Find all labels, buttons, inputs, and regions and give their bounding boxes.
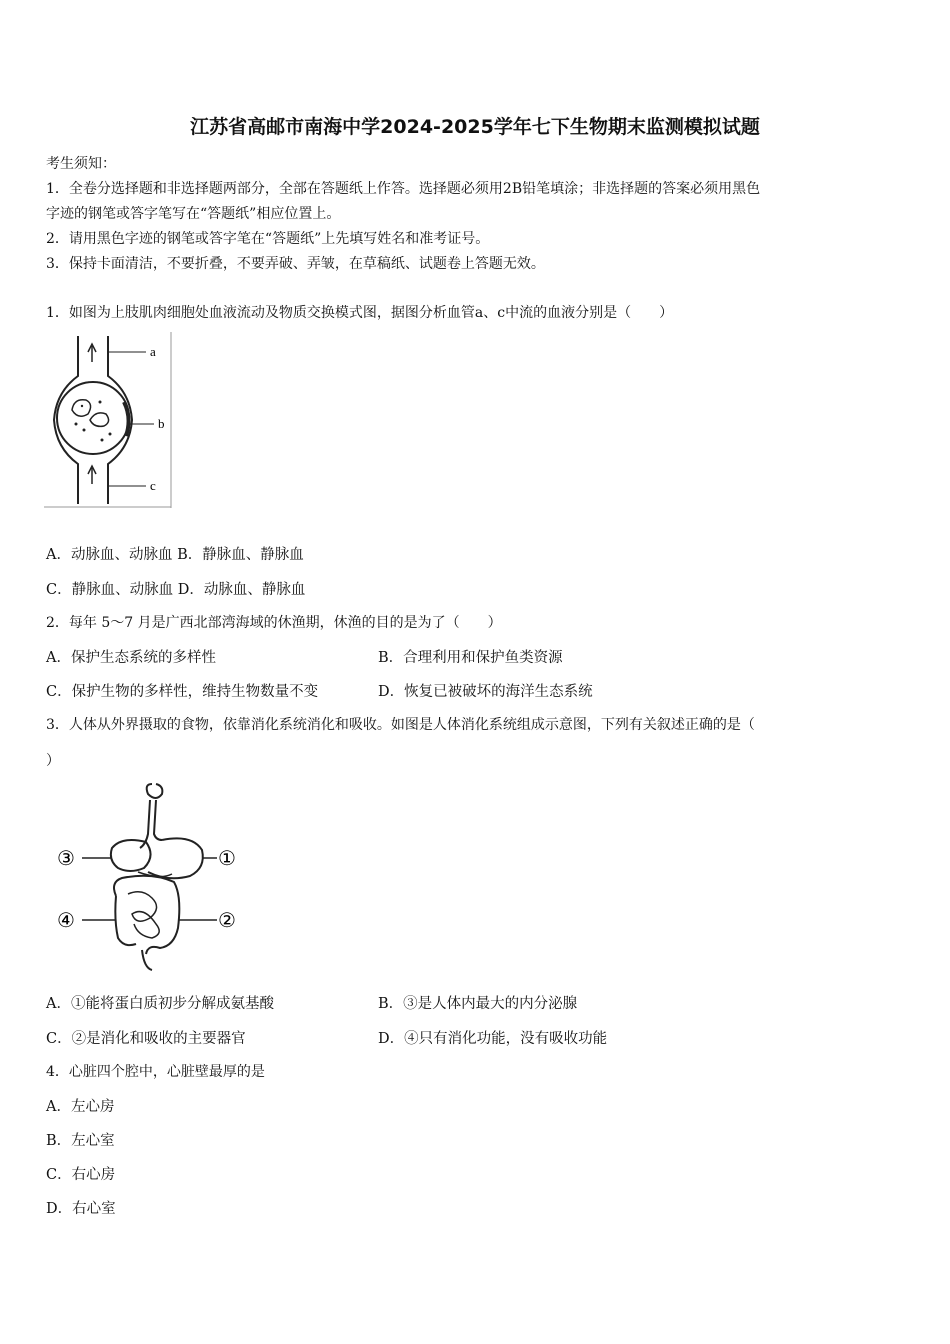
q3-stem: 3．人体从外界摄取的食物，依靠消化系统消化和吸收。如图是人体消化系统组成示意图，下列有关叙述正确的是（ xyxy=(46,717,755,733)
q2-option-a: A．保护生态系统的多样性 xyxy=(46,650,216,666)
q3-label-2: ② xyxy=(218,908,236,932)
q1-label-a: a xyxy=(150,344,156,359)
notice-item-2: 2．请用黑色字迹的钢笔或答字笔在“答题纸”上先填写姓名和准考证号。 xyxy=(46,231,490,247)
q3-option-d: D．④只有消化功能，没有吸收功能 xyxy=(378,1031,608,1047)
q4-option-a: A．左心房 xyxy=(46,1099,115,1115)
page-title: 江苏省高邮市南海中学2024-2025学年七下生物期末监测模拟试题 xyxy=(190,116,760,138)
q3-digestive-system-figure xyxy=(52,778,242,978)
q1-options-row1: A．动脉血、动脉血 B．静脉血、静脉血 xyxy=(46,547,304,563)
q1-label-b: b xyxy=(158,416,165,431)
notice-heading: 考生须知： xyxy=(46,156,116,172)
q2-option-d: D．恢复已被破坏的海洋生态系统 xyxy=(378,684,593,700)
q4-stem: 4．心脏四个腔中，心脏壁最厚的是 xyxy=(46,1064,265,1080)
notice-item-1: 1．全卷分选择题和非选择题两部分，全部在答题纸上作答。选择题必须用2B铅笔填涂；非选择题的答案必须用黑色 xyxy=(46,181,761,197)
q3-option-c: C．②是消化和吸收的主要器官 xyxy=(46,1031,246,1047)
q3-label-4: ④ xyxy=(57,908,75,932)
q3-option-a: A．①能将蛋白质初步分解成氨基酸 xyxy=(46,996,274,1012)
q2-option-b: B．合理利用和保护鱼类资源 xyxy=(378,650,563,666)
q4-option-d: D．右心室 xyxy=(46,1201,116,1217)
q4-option-c: C．右心房 xyxy=(46,1167,116,1183)
q1-options-row2: C．静脉血、动脉血 D．动脉血、静脉血 xyxy=(46,582,306,598)
notice-item-3: 3．保持卡面清洁，不要折叠，不要弄破、弄皱，在草稿纸、试题卷上答题无效。 xyxy=(46,256,545,272)
q1-stem: 1．如图为上肢肌肉细胞处血液流动及物质交换模式图，据图分析血管a、c中流的血液分别是（ ） xyxy=(46,305,674,321)
q4-option-b: B．左心室 xyxy=(46,1133,115,1149)
q2-option-c: C．保护生物的多样性，维持生物数量不变 xyxy=(46,684,319,700)
notice-item-1-cont: 字迹的钢笔或答字笔写在“答题纸”相应位置上。 xyxy=(46,206,341,222)
q3-option-b: B．③是人体内最大的内分泌腺 xyxy=(378,996,578,1012)
q3-label-3: ③ xyxy=(57,846,75,870)
q3-stem-cont: ） xyxy=(46,753,60,769)
q1-label-c: c xyxy=(150,478,156,493)
q1-blood-flow-figure xyxy=(44,332,174,508)
q2-stem: 2．每年 5～7 月是广西北部湾海域的休渔期，休渔的目的是为了（ ） xyxy=(46,615,502,631)
q3-label-1: ① xyxy=(218,846,236,870)
